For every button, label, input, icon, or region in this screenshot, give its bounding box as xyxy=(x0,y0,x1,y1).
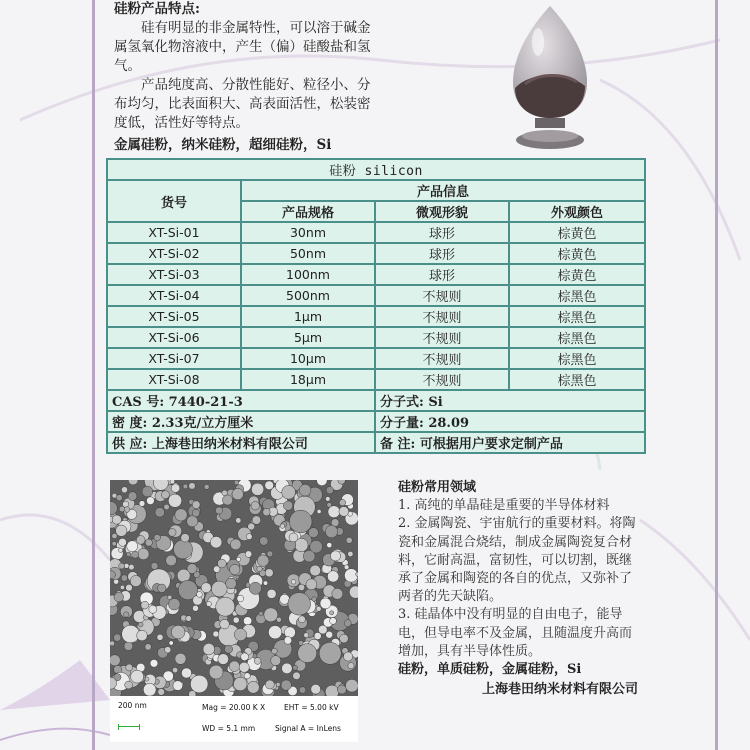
features-paragraph-2: 产品纯度高、分散性能好、粒径小、分布均匀，比表面积大、高表面活性，松装密度低，活性好等特点。 xyxy=(114,77,371,131)
sem-particle xyxy=(283,501,292,510)
sem-working-distance: WD = 5.1 mm xyxy=(202,724,256,733)
cell-morphology: 不规则 xyxy=(375,327,509,348)
sem-particle xyxy=(298,644,317,663)
product-keywords: 金属硅粉，纳米硅粉，超细硅粉，Si xyxy=(114,137,332,153)
sem-particle xyxy=(339,499,345,505)
sem-particle xyxy=(326,497,331,502)
sem-particle xyxy=(236,518,241,523)
cell-color: 棕黑色 xyxy=(509,369,645,390)
cell-color: 棕黑色 xyxy=(509,285,645,306)
sem-micrograph xyxy=(110,480,358,742)
sem-particle xyxy=(157,634,163,640)
applications-title: 硅粉常用领域 xyxy=(398,480,477,495)
sem-particle xyxy=(356,572,358,576)
molecular-formula: 分子式: Si xyxy=(375,390,645,411)
sem-particle xyxy=(264,608,278,622)
sem-particle xyxy=(210,536,222,548)
application-item-1: 1. 高纯的单晶硅是重要的半导体材料 xyxy=(398,498,610,514)
table-row xyxy=(107,222,645,243)
cas-number: CAS 号: 7440-21-3 xyxy=(107,390,375,411)
sem-particle xyxy=(124,612,129,617)
sem-particle xyxy=(344,652,353,661)
table-row xyxy=(107,306,645,327)
cell-color: 棕黑色 xyxy=(509,306,645,327)
sem-particle xyxy=(119,538,127,546)
sem-particle xyxy=(265,680,274,689)
sem-particle xyxy=(282,663,293,674)
sem-particle xyxy=(216,597,235,616)
density: 密 度: 2.33克/立方厘米 xyxy=(107,411,375,432)
sem-particle xyxy=(129,564,135,570)
cell-code: XT-Si-08 xyxy=(107,369,241,390)
sem-particle xyxy=(139,501,145,507)
sem-particle xyxy=(121,487,127,493)
sem-particle xyxy=(326,487,333,494)
sem-particle xyxy=(138,548,149,559)
sem-particle xyxy=(265,481,274,490)
sem-particle xyxy=(142,486,153,497)
cell-color: 棕黄色 xyxy=(509,264,645,285)
company-name: 上海巷田纳米材料有限公司 xyxy=(481,682,638,698)
sem-particle xyxy=(116,495,122,501)
sem-particle xyxy=(175,509,187,521)
sem-particle xyxy=(293,665,298,670)
remarks: 备 注: 可根据用户要求定制产品 xyxy=(375,432,645,453)
sem-particle xyxy=(173,681,183,691)
sem-particle xyxy=(165,647,171,653)
cell-color: 棕黄色 xyxy=(509,222,645,243)
cell-code: XT-Si-03 xyxy=(107,264,241,285)
sem-particle xyxy=(124,642,133,651)
features-heading: 硅粉产品特点: xyxy=(114,1,200,17)
application-item-2: 2. 金属陶瓷、宇宙航行的重要材料。将陶瓷和金属混合烧结，制成金属陶瓷复合材料，它耐高温，富韧性，可以切割，既继承了金属和陶瓷的各自的优点，又弥补了两者的先天缺陷。 xyxy=(398,516,636,605)
sem-particle xyxy=(150,659,158,667)
cell-code: XT-Si-02 xyxy=(107,243,241,264)
sem-particle xyxy=(265,569,273,577)
cell-spec: 50nm xyxy=(241,243,375,264)
sem-particle xyxy=(318,625,327,634)
sem-particle xyxy=(246,534,252,540)
sem-particle xyxy=(174,540,193,559)
sem-scale-label: 200 nm xyxy=(118,701,147,710)
sem-particle xyxy=(260,537,269,546)
sem-particle xyxy=(298,616,305,623)
sem-particle xyxy=(110,641,115,646)
sem-particle xyxy=(284,637,292,645)
sem-particle xyxy=(126,552,131,557)
sem-particle xyxy=(177,569,190,582)
cell-spec: 500nm xyxy=(241,285,375,306)
sem-particle xyxy=(237,595,244,602)
sem-particle xyxy=(289,510,312,533)
sem-particle xyxy=(254,658,261,665)
sem-particle xyxy=(241,653,249,661)
table-row xyxy=(107,348,645,369)
sem-particle xyxy=(161,491,169,499)
product-tags: 硅粉，单质硅粉，金属硅粉，Si xyxy=(398,662,582,678)
sem-particle xyxy=(131,670,144,683)
sem-particle xyxy=(110,571,115,579)
sem-scale-bar xyxy=(118,724,140,730)
table-row xyxy=(107,264,645,285)
sem-particle xyxy=(284,627,295,638)
sem-particle xyxy=(332,588,343,599)
sem-particle xyxy=(257,566,262,571)
sem-particle xyxy=(130,575,141,586)
sem-particle xyxy=(145,644,151,650)
cell-morphology: 不规则 xyxy=(375,348,509,369)
sem-particle xyxy=(251,501,260,510)
sem-particle xyxy=(168,494,181,507)
sem-particle xyxy=(310,540,323,553)
sem-particle xyxy=(181,668,191,678)
cell-morphology: 球形 xyxy=(375,222,509,243)
sem-particle xyxy=(291,580,296,585)
sem-particle xyxy=(229,661,240,672)
supplier: 供 应: 上海巷田纳米材料有限公司 xyxy=(107,432,375,453)
sem-particle xyxy=(232,488,243,499)
sem-particle xyxy=(247,681,259,693)
table-row xyxy=(107,285,645,306)
sem-particle xyxy=(193,605,199,611)
sem-particle xyxy=(119,563,125,569)
molecular-weight: 分子量: 28.09 xyxy=(375,411,645,432)
sem-particle xyxy=(224,645,232,653)
cell-morphology: 不规则 xyxy=(375,369,509,390)
sem-particle xyxy=(230,564,240,574)
sem-particle xyxy=(289,533,298,542)
sem-particle xyxy=(186,616,192,622)
cell-spec: 1μm xyxy=(241,306,375,327)
sem-particle xyxy=(192,509,200,517)
sem-particle xyxy=(143,683,156,696)
sem-particle xyxy=(175,653,186,664)
cell-color: 棕黑色 xyxy=(509,348,645,369)
sem-particle xyxy=(128,492,137,501)
table-row xyxy=(107,327,645,348)
sem-particle xyxy=(138,622,143,627)
cell-code: XT-Si-05 xyxy=(107,306,241,327)
sem-particle xyxy=(124,507,130,513)
sem-particle xyxy=(169,598,181,610)
sem-particle xyxy=(251,483,263,495)
sem-particle xyxy=(137,630,148,641)
column-header-spec: 产品规格 xyxy=(241,201,375,222)
sem-particle xyxy=(154,534,161,541)
sem-particle xyxy=(325,525,337,537)
sem-particle xyxy=(348,551,353,556)
right-border-line xyxy=(715,0,718,750)
sem-particle xyxy=(201,583,211,593)
product-features-section xyxy=(114,0,376,155)
sem-particle xyxy=(155,508,165,518)
silicon-product-table xyxy=(106,158,646,454)
sem-particle xyxy=(192,501,200,509)
sem-particle xyxy=(183,484,188,489)
sem-particle xyxy=(252,516,261,525)
sem-particle xyxy=(220,619,230,629)
sem-particle xyxy=(118,548,122,552)
sem-particle xyxy=(127,541,138,552)
sem-particle xyxy=(249,582,261,594)
sem-particle xyxy=(223,495,233,505)
sem-particle xyxy=(187,516,198,527)
sem-particle xyxy=(211,581,227,597)
sem-particle xyxy=(320,598,331,609)
sem-particle xyxy=(239,662,249,672)
sem-particle xyxy=(233,617,239,623)
cell-spec: 30nm xyxy=(241,222,375,243)
sem-particle xyxy=(181,534,190,543)
sem-particle xyxy=(337,685,346,694)
sem-particle xyxy=(311,684,321,694)
sem-particle xyxy=(267,589,276,598)
sem-particle xyxy=(203,643,215,655)
sem-particle xyxy=(151,563,158,570)
silicon-powder-flask-image xyxy=(505,2,595,152)
sem-particle xyxy=(112,542,116,546)
sem-particle xyxy=(206,601,211,606)
sem-particle xyxy=(112,493,117,498)
sem-particle xyxy=(310,565,321,576)
sem-particle xyxy=(282,485,296,499)
table-row xyxy=(107,369,645,390)
cell-morphology: 球形 xyxy=(375,264,509,285)
sem-particle xyxy=(125,681,133,689)
sem-particle xyxy=(234,677,248,691)
sem-particle xyxy=(245,551,252,558)
sem-particle xyxy=(112,533,117,538)
sem-particle xyxy=(169,641,173,645)
sem-particle xyxy=(243,617,251,625)
sem-particle xyxy=(116,525,127,536)
sem-particle xyxy=(170,480,175,484)
sem-particle-image xyxy=(110,480,358,696)
sem-particle xyxy=(339,507,349,517)
sem-eht: EHT = 5.00 kV xyxy=(284,703,339,712)
sem-particle xyxy=(346,537,352,543)
sem-particle xyxy=(325,685,339,696)
sem-particle xyxy=(168,595,172,599)
sem-particle xyxy=(304,633,309,638)
sem-particle xyxy=(327,543,332,548)
sem-particle xyxy=(149,605,157,613)
cell-spec: 18μm xyxy=(241,369,375,390)
column-header-morphology: 微观形貌 xyxy=(375,201,509,222)
column-header-color: 外观颜色 xyxy=(509,201,645,222)
sem-particle xyxy=(293,672,301,680)
sem-particle xyxy=(215,507,222,514)
sem-particle xyxy=(271,656,281,666)
sem-particle xyxy=(190,675,208,693)
sem-particle xyxy=(316,606,321,611)
sem-particle xyxy=(230,539,241,550)
sem-particle xyxy=(121,575,127,581)
sem-particle xyxy=(330,611,334,615)
sem-particle xyxy=(126,584,133,591)
sem-particle xyxy=(299,484,311,496)
sem-particle xyxy=(222,490,228,496)
sem-signal: Signal A = InLens xyxy=(275,724,341,733)
cell-color: 棕黑色 xyxy=(509,327,645,348)
sem-info-bar xyxy=(110,696,358,742)
sem-particle xyxy=(326,631,333,638)
sem-particle xyxy=(272,648,278,654)
sem-particle xyxy=(120,585,124,589)
cell-morphology: 球形 xyxy=(375,243,509,264)
sem-particle xyxy=(147,497,155,505)
sem-particle xyxy=(346,679,359,692)
sem-particle xyxy=(136,536,145,545)
sem-particle xyxy=(319,642,341,664)
sem-particle xyxy=(110,655,120,666)
column-header-code: 货号 xyxy=(107,180,241,222)
application-item-3: 3. 硅晶体中没有明显的自由电子，能导电，但导电率不及金属，且随温度升高而增加，具有半导体性质。 xyxy=(398,607,633,659)
sem-particle xyxy=(267,551,273,557)
sem-particle xyxy=(189,483,196,490)
cell-spec: 100nm xyxy=(241,264,375,285)
cell-spec: 5μm xyxy=(241,327,375,348)
sem-particle xyxy=(344,620,351,627)
cell-color: 棕黄色 xyxy=(509,243,645,264)
cell-code: XT-Si-04 xyxy=(107,285,241,306)
sem-particle xyxy=(280,524,284,528)
sem-particle xyxy=(281,680,291,690)
sem-particle xyxy=(166,555,177,566)
sem-particle xyxy=(308,528,318,538)
sem-particle xyxy=(306,579,317,590)
sem-particle xyxy=(257,555,269,567)
cell-code: XT-Si-06 xyxy=(107,327,241,348)
sem-particle xyxy=(158,584,167,593)
sem-particle xyxy=(172,667,177,672)
sem-particle xyxy=(263,581,267,585)
sem-particle xyxy=(344,565,349,570)
cell-code: XT-Si-07 xyxy=(107,348,241,369)
cell-morphology: 不规则 xyxy=(375,306,509,327)
sem-particle xyxy=(114,634,121,641)
sem-particle xyxy=(164,504,170,510)
sem-particle xyxy=(158,689,165,696)
applications-section xyxy=(398,479,638,699)
sem-particle xyxy=(340,634,349,643)
table-caption: 硅粉 silicon xyxy=(107,159,645,180)
sem-particle xyxy=(263,508,270,515)
sem-particle xyxy=(268,626,281,639)
table-row xyxy=(107,243,645,264)
sem-particle xyxy=(171,625,185,639)
sem-particle xyxy=(299,687,306,694)
sem-particle xyxy=(218,654,229,665)
sem-particle xyxy=(327,503,332,508)
sem-particle xyxy=(327,571,338,582)
sem-particle xyxy=(226,578,237,589)
sem-particle xyxy=(204,484,209,489)
features-paragraph-1: 硅有明显的非金属特性，可以溶于碱金属氢氧化物溶液中，产生（偏）硅酸盐和氢气。 xyxy=(114,20,371,74)
sem-particle xyxy=(312,597,317,602)
cell-morphology: 不规则 xyxy=(375,285,509,306)
sem-particle xyxy=(126,664,133,671)
sem-particle xyxy=(171,484,180,493)
sem-particle xyxy=(145,539,152,546)
sem-particle xyxy=(141,601,149,609)
sem-magnification: Mag = 20.00 K X xyxy=(202,703,266,712)
sem-particle xyxy=(112,515,121,524)
sem-particle xyxy=(244,673,250,679)
cell-spec: 10μm xyxy=(241,348,375,369)
column-group-product-info: 产品信息 xyxy=(241,180,645,201)
sem-particle xyxy=(197,592,203,598)
sem-particle xyxy=(213,631,219,637)
sem-particle xyxy=(298,584,304,590)
sem-particle xyxy=(209,665,223,679)
sem-particle xyxy=(234,628,246,640)
sem-particle xyxy=(314,632,321,639)
sem-particle xyxy=(348,663,354,669)
sem-particle xyxy=(288,593,311,616)
sem-particle xyxy=(317,509,321,513)
left-border-line xyxy=(92,0,95,750)
cell-code: XT-Si-01 xyxy=(107,222,241,243)
sem-particle xyxy=(330,618,337,625)
sem-particle xyxy=(330,551,340,561)
sem-particle xyxy=(114,592,124,602)
sem-particle xyxy=(132,551,139,558)
sem-particle xyxy=(259,612,263,616)
sem-particle xyxy=(213,566,220,573)
sem-particle xyxy=(168,529,176,537)
